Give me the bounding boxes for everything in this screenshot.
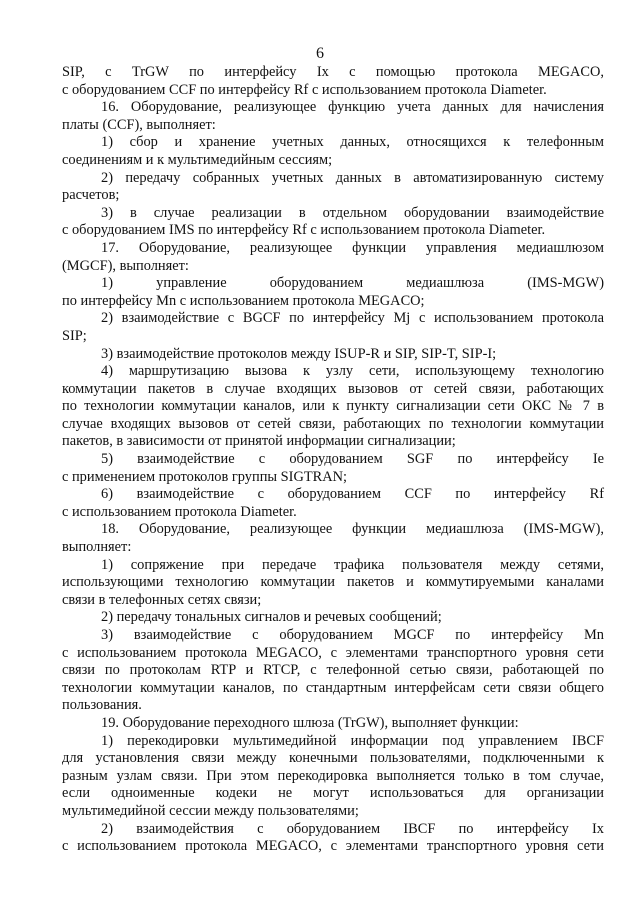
text-line: для установления связи между конечными пользователями, подключенными к [62, 750, 604, 767]
document-body [62, 64, 604, 856]
text-line: связи по протоколам RTP и RTCP, с телефонной сетью связи, работающей по [62, 662, 604, 679]
text-line: с применением протоколов группы SIGTRAN; [62, 468, 348, 485]
text-line: 6) взаимодействие с оборудованием CCF по интерфейсу Rf [101, 486, 604, 503]
page-number: 6 [316, 45, 324, 62]
text-line: технологии коммутации каналов, по стандартным интерфейсам сети связи общего [62, 679, 604, 696]
text-line: 17. Оборудование, реализующее функции управления медиашлюзом [101, 239, 604, 256]
text-line: 1) сопряжение при передаче трафика пользователя между сетями, [101, 556, 604, 573]
text-line: 4) маршрутизацию вызова к узлу сети, использующему технологию [101, 363, 604, 380]
text-line: 1) сбор и хранение учетных данных, относящихся к телефонным [101, 134, 604, 151]
text-line: пакетов, в зависимости от принятой информации сигнализации; [62, 433, 456, 450]
text-line: 3) в случае реализации в отдельном оборудовании взаимодействие [101, 204, 604, 221]
text-line: 2) взаимодействия с оборудованием IBCF по интерфейсу Ix [101, 820, 604, 837]
text-line: связи в телефонных сетях связи; [62, 591, 262, 608]
text-line: соединениям и к мультимедийным сессиям; [62, 151, 333, 168]
text-line: пользования. [62, 697, 142, 714]
text-line: с оборудованием CCF по интерфейсу Rf с использованием протокола Diameter. [62, 81, 547, 98]
text-line: 2) взаимодействие с BGCF по интерфейсу Mj с использованием протокола [101, 310, 604, 327]
text-line: мультимедийной сессии между пользователями; [62, 802, 359, 819]
text-line: 1) перекодировки мультимедийной информации под управлением IBCF [101, 732, 604, 749]
text-line: 18. Оборудование, реализующее функции медиашлюза (IMS-MGW), [101, 521, 604, 538]
text-line: коммутации пакетов в случае входящих вызовов от сетей связи, работающих [62, 380, 604, 397]
text-line: с использованием протокола MEGACO, с элементами транспортного уровня сети [62, 838, 604, 855]
text-line: 2) передачу собранных учетных данных в автоматизированную систему [101, 169, 604, 186]
text-line: платы (CCF), выполняет: [62, 116, 216, 133]
text-line: выполняет: [62, 539, 132, 556]
text-line: SIP; [62, 327, 87, 344]
text-line: 3) взаимодействие с оборудованием MGCF по интерфейсу Mn [101, 627, 604, 643]
text-line: с оборудованием IMS по интерфейсу Rf с использованием протокола Diameter. [62, 222, 546, 239]
text-line: SIP, с TrGW по интерфейсу Ix с помощью протокола MEGACO, [62, 64, 604, 80]
text-line: расчетов; [62, 187, 120, 204]
text-line: случае входящих вызовов от сетей связи, работающих по технологии коммутации [62, 415, 604, 432]
text-line: 16. Оборудование, реализующее функцию учета данных для начисления [101, 99, 604, 116]
text-line: 19. Оборудование переходного шлюза (TrGW), выполняет функции: [101, 714, 519, 731]
text-line: (MGCF), выполняет: [62, 257, 189, 274]
text-line: 3) взаимодействие протоколов между ISUP-R и SIP, SIP-T, SIP-I; [101, 345, 497, 362]
text-line: разным узлам связи. При этом перекодировка выполняется только в том случае, [62, 767, 604, 784]
text-line: 2) передачу тональных сигналов и речевых сообщений; [101, 609, 442, 626]
text-line: использующими технологию коммутации пакетов и коммутируемыми каналами [62, 574, 604, 591]
text-line: по интерфейсу Mn с использованием протокола MEGACO; [62, 292, 425, 309]
text-line: 1) управление оборудованием медиашлюза (IMS-MGW) [101, 275, 604, 292]
text-line: с использованием протокола Diameter. [62, 503, 297, 520]
text-line: 5) взаимодействие с оборудованием SGF по интерфейсу Ie [101, 451, 604, 468]
text-line: по технологии коммутации каналов, или к пункту сигнализации сети ОКС № 7 в [62, 398, 604, 415]
text-line: с использованием протокола MEGACO, с элементами транспортного уровня сети [62, 644, 604, 661]
text-line: если одноименные кодеки не могут использоваться для организации [62, 785, 604, 802]
